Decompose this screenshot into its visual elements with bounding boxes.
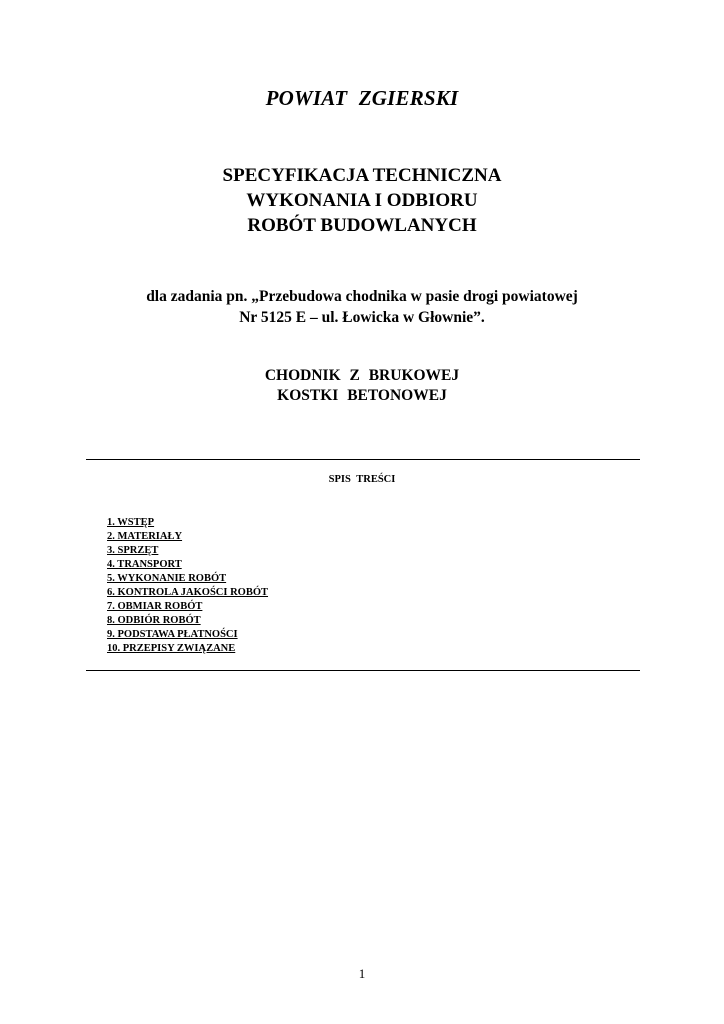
toc-link-related-regulations[interactable]: 10. PRZEPISY ZWIĄZANE [107,643,236,654]
task-description [0,286,724,328]
toc-item [107,516,268,530]
toc-bottom-divider [86,670,640,671]
toc-link-equipment[interactable]: 3. SPRZĘT [107,545,159,556]
task-description-line: Nr 5125 E – ul. Łowicka w Głownie”. [239,309,485,326]
county-heading: POWIAT ZGIERSKI [265,86,459,110]
subject-heading-line: KOSTKI BETONOWEJ [277,387,447,404]
toc-item [107,572,268,586]
task-description-line: dla zadania pn. „Przebudowa chodnika w pasie drogi powiatowej [146,288,578,305]
toc-item [107,642,268,656]
toc-item [107,628,268,642]
toc-link-acceptance[interactable]: 8. ODBIÓR ROBÓT [107,615,201,626]
document-title-line: WYKONANIA I ODBIORU [246,190,478,211]
toc-item [107,530,268,544]
toc-link-materials[interactable]: 2. MATERIAŁY [107,531,183,542]
toc-link-execution[interactable]: 5. WYKONANIE ROBÓT [107,573,227,584]
toc-item [107,544,268,558]
toc-link-quality-control[interactable]: 6. KONTROLA JAKOŚCI ROBÓT [107,587,269,598]
document-title-line: ROBÓT BUDOWLANYCH [247,215,477,236]
document-title [0,163,724,238]
toc-link-transport[interactable]: 4. TRANSPORT [107,559,182,570]
toc-link-measurement[interactable]: 7. OBMIAR ROBÓT [107,601,203,612]
toc-link-introduction[interactable]: 1. WSTĘP [107,517,155,528]
toc-item [107,600,268,614]
toc-heading: SPIS TREŚCI [328,474,396,485]
toc-top-divider [86,459,640,460]
toc-item [107,614,268,628]
document-title-line: SPECYFIKACJA TECHNICZNA [222,165,502,186]
table-of-contents [107,516,268,656]
toc-item [107,558,268,572]
toc-item [107,586,268,600]
subject-heading [0,366,724,406]
subject-heading-line: CHODNIK Z BRUKOWEJ [264,367,460,384]
toc-link-payment-basis[interactable]: 9. PODSTAWA PŁATNOŚCI [107,629,238,640]
page-number: 1 [358,966,366,981]
